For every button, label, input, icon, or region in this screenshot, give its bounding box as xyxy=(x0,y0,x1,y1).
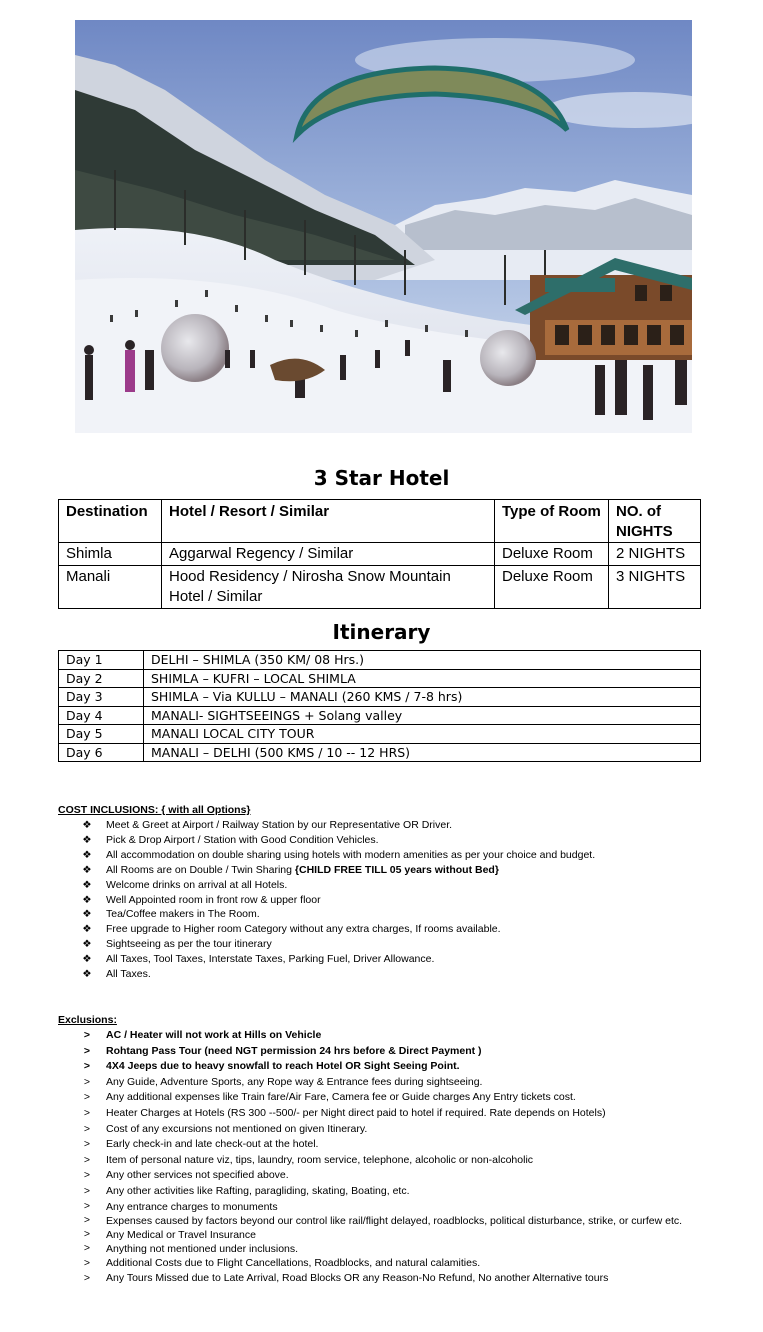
arrow-bullet-icon: > xyxy=(83,1227,91,1240)
day-label: Day 5 xyxy=(59,725,144,744)
arrow-bullet-icon: > xyxy=(83,1044,91,1057)
table-row xyxy=(59,651,701,670)
hotel-section-title: 3 Star Hotel xyxy=(313,466,450,490)
arrow-bullet-icon: > xyxy=(83,1199,91,1212)
table-row xyxy=(59,669,701,688)
list-item: > Rohtang Pass Tour (need NGT permission 24 hrs before & Direct Payment ) xyxy=(80,1044,700,1060)
table-row xyxy=(59,543,701,566)
table-row xyxy=(59,688,701,707)
arrow-bullet-icon: > xyxy=(83,1060,91,1073)
arrow-bullet-icon: > xyxy=(83,1138,91,1151)
day-plan: MANALI – DELHI (500 KMS / 10 -- 12 HRS) xyxy=(144,743,701,762)
cell-nights: 3 NIGHTS xyxy=(609,566,701,609)
table-row xyxy=(59,743,701,762)
arrow-bullet-icon: > xyxy=(83,1153,91,1166)
list-item: > Any other activities like Rafting, paragliding, skating, Boating, etc. xyxy=(80,1184,700,1200)
hero-photo xyxy=(75,20,692,433)
diamond-bullet-icon: ❖ xyxy=(82,953,92,966)
diamond-bullet-icon: ❖ xyxy=(82,908,92,921)
header-hotel: Hotel / Resort / Similar xyxy=(162,500,495,543)
diamond-bullet-icon: ❖ xyxy=(82,819,92,831)
list-item: ❖ Meet & Greet at Airport / Railway Station by our Representative OR Driver. xyxy=(80,818,700,833)
list-item: ❖ Well Appointed room in front row & upper floor xyxy=(80,893,700,908)
header-destination: Destination xyxy=(59,500,162,543)
list-item: > Cost of any excursions not mentioned on given Itinerary. xyxy=(80,1122,700,1138)
list-item: > Any entrance charges to monuments xyxy=(80,1200,700,1214)
list-item: ❖ All Rooms are on Double / Twin Sharing {CHILD FREE TILL 05 years without Bed} xyxy=(80,863,700,878)
itinerary-title: Itinerary xyxy=(332,620,431,644)
arrow-bullet-icon: > xyxy=(83,1213,91,1226)
day-label: Day 3 xyxy=(59,688,144,707)
day-label: Day 4 xyxy=(59,706,144,725)
day-plan: SHIMLA – KUFRI – LOCAL SHIMLA xyxy=(144,669,701,688)
cell-destination: Manali xyxy=(59,566,162,609)
diamond-bullet-icon: ❖ xyxy=(82,848,92,861)
arrow-bullet-icon: > xyxy=(83,1122,91,1135)
day-plan: MANALI LOCAL CITY TOUR xyxy=(144,725,701,744)
list-item: ❖ All Taxes. xyxy=(80,967,700,982)
cell-destination: Shimla xyxy=(59,543,162,566)
list-item: > AC / Heater will not work at Hills on Vehicle xyxy=(80,1028,700,1044)
diamond-bullet-icon: ❖ xyxy=(82,968,92,981)
cell-room-type: Deluxe Room xyxy=(495,566,609,609)
child-free-note: {CHILD FREE TILL 05 years without Bed} xyxy=(294,863,499,876)
arrow-bullet-icon: > xyxy=(83,1169,91,1182)
list-item: ❖ Free upgrade to Higher room Category without any extra charges, If rooms available. xyxy=(80,922,700,937)
table-row xyxy=(59,725,701,744)
arrow-bullet-icon: > xyxy=(83,1091,91,1104)
diamond-bullet-icon: ❖ xyxy=(82,938,92,951)
cell-room-type: Deluxe Room xyxy=(495,543,609,566)
list-item: > Early check-in and late check-out at the hotel. xyxy=(80,1137,700,1153)
snow-valley-paraglider-image xyxy=(75,20,692,433)
exclusions-heading: Exclusions: xyxy=(58,1014,117,1026)
list-item: ❖ Tea/Coffee makers in The Room. xyxy=(80,907,700,922)
inclusions-list xyxy=(80,818,700,982)
list-item: > Any additional expenses like Train fare/Air Fare, Camera fee or Guide charges Any Entry tickets cost. xyxy=(80,1090,700,1106)
header-room-type: Type of Room xyxy=(495,500,609,543)
list-item: ❖ Sightseeing as per the tour itinerary xyxy=(80,937,700,952)
list-item: > Any Guide, Adventure Sports, any Rope way & Entrance fees during sightseeing. xyxy=(80,1075,700,1091)
diamond-bullet-icon: ❖ xyxy=(82,923,92,936)
day-plan: MANALI- SIGHTSEEINGS + Solang valley xyxy=(144,706,701,725)
day-plan: DELHI – SHIMLA (350 KM/ 08 Hrs.) xyxy=(144,651,701,670)
inclusions-heading: COST INCLUSIONS: { with all Options} xyxy=(58,804,251,816)
list-item: > Item of personal nature viz, tips, laundry, room service, telephone, alcoholic or non-alcoholic xyxy=(80,1153,700,1169)
arrow-bullet-icon: > xyxy=(83,1029,91,1041)
list-item: > Any Tours Missed due to Late Arrival, Road Blocks OR any Reason-No Refund, No another Alternative tours xyxy=(80,1271,700,1287)
list-item: ❖ Welcome drinks on arrival at all Hotels. xyxy=(80,878,700,893)
arrow-bullet-icon: > xyxy=(83,1184,91,1197)
day-label: Day 6 xyxy=(59,743,144,762)
list-item: ❖ All Taxes, Tool Taxes, Interstate Taxes, Parking Fuel, Driver Allowance. xyxy=(80,952,700,967)
list-item: > 4X4 Jeeps due to heavy snowfall to reach Hotel OR Sight Seeing Point. xyxy=(80,1059,700,1075)
hotel-table xyxy=(58,499,701,609)
arrow-bullet-icon: > xyxy=(83,1106,91,1119)
header-nights: NO. of NIGHTS xyxy=(609,500,701,543)
table-row xyxy=(59,566,701,609)
table-row xyxy=(59,706,701,725)
list-item: > Any Medical or Travel Insurance xyxy=(80,1228,700,1242)
arrow-bullet-icon: > xyxy=(83,1075,91,1088)
hotel-table-header xyxy=(59,500,701,543)
day-plan: SHIMLA – Via KULLU – MANALI (260 KMS / 7-8 hrs) xyxy=(144,688,701,707)
list-item: > Anything not mentioned under inclusions. xyxy=(80,1242,700,1256)
cell-hotel: Aggarwal Regency / Similar xyxy=(162,543,495,566)
cell-hotel: Hood Residency / Nirosha Snow Mountain Hotel / Similar xyxy=(162,566,495,609)
list-item: ❖ All accommodation on double sharing using hotels with modern amenities as per your choice and budget. xyxy=(80,848,700,863)
day-label: Day 1 xyxy=(59,651,144,670)
diamond-bullet-icon: ❖ xyxy=(82,833,92,846)
list-item: > Any other services not specified above. xyxy=(80,1168,700,1184)
itinerary-table xyxy=(58,650,701,762)
list-item: > Additional Costs due to Flight Cancellations, Roadblocks, and natural calamities. xyxy=(80,1256,700,1272)
list-item: > Expenses caused by factors beyond our control like rail/flight delayed, roadblocks, political disturbance, strike, or curfew etc. xyxy=(80,1214,700,1228)
diamond-bullet-icon: ❖ xyxy=(82,878,92,891)
list-item: > Heater Charges at Hotels (RS 300 --500/- per Night direct paid to hotel if required. Rate depends on Hotels) xyxy=(80,1106,700,1122)
arrow-bullet-icon: > xyxy=(83,1272,91,1285)
list-item: ❖ Pick & Drop Airport / Station with Good Condition Vehicles. xyxy=(80,833,700,848)
arrow-bullet-icon: > xyxy=(83,1241,91,1254)
day-label: Day 2 xyxy=(59,669,144,688)
cell-nights: 2 NIGHTS xyxy=(609,543,701,566)
exclusions-list xyxy=(80,1028,700,1287)
diamond-bullet-icon: ❖ xyxy=(82,863,92,876)
diamond-bullet-icon: ❖ xyxy=(82,893,92,906)
arrow-bullet-icon: > xyxy=(83,1256,91,1269)
